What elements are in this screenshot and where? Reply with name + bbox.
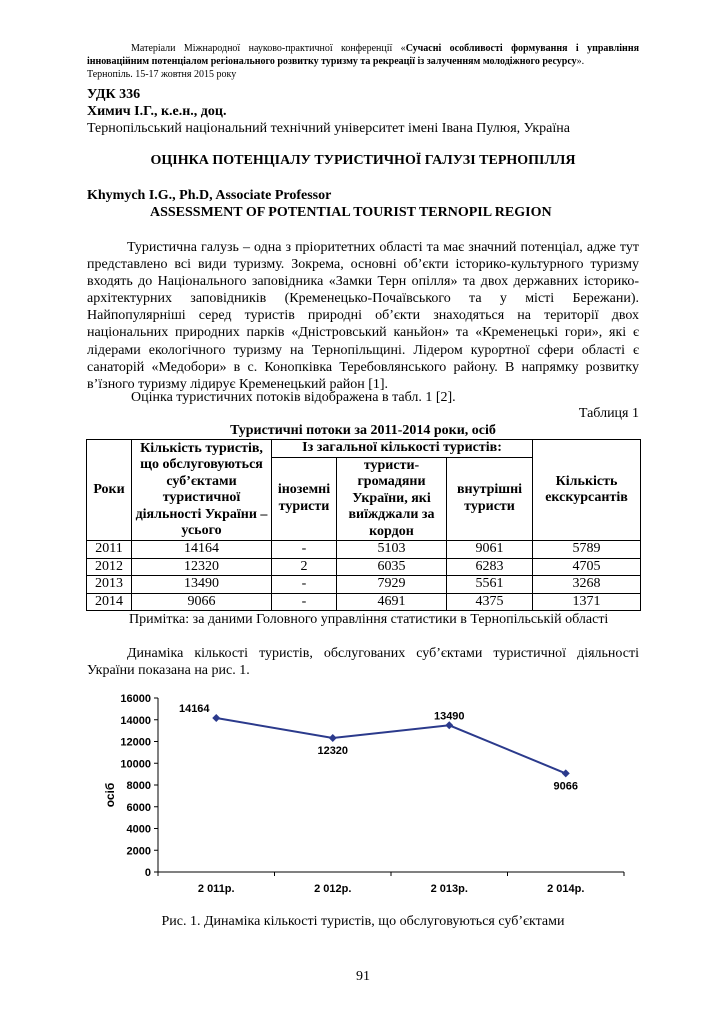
- series-line: [216, 718, 566, 773]
- table-label: Таблиця 1: [578, 406, 639, 421]
- x-tick-label: 2 014р.: [547, 883, 585, 895]
- data-point: [445, 721, 453, 729]
- cell-outbound: 7929: [337, 576, 447, 594]
- data-point: [212, 714, 220, 722]
- x-tick-label: 2 012р.: [314, 883, 352, 895]
- cell-foreign: -: [272, 593, 337, 611]
- cell-foreign: -: [272, 541, 337, 559]
- cell-year: 2013: [87, 576, 132, 594]
- header-group: Із загальної кількості туристів:: [272, 440, 533, 458]
- cell-year: 2011: [87, 541, 132, 559]
- cell-foreign: -: [272, 576, 337, 594]
- udk-code: УДК 336: [87, 87, 141, 102]
- x-tick-label: 2 011р.: [197, 883, 235, 895]
- paragraph-1: Туристична галузь – одна з пріоритетних області та має значний потенціал, адже тут представлено всі види туризму. Зокрема, основні об’єкти історико-культурного туризму входять до Національного заповідника «Замки Терн опілля» та двох державних історико-архітектурних заповідників (Кременецько-Почаївського та у місті Бережани). Найпопулярніші серед туристів природні об’єкти знаходяться на території двох національних природних парків «Дністровський каньйон» та «Кременецькі гори», які є лідерами екологічного туризму на Тернопільщині. Лідером курортної сфери області є санаторій «Медобори» в с. Конопківка Теребовлянського району. В напрямку розвитку в’їзного туризму лідирує Кременецький район [1].: [87, 240, 639, 392]
- figure-caption: Рис. 1. Динаміка кількості туристів, що обслуговуються суб’єктами: [161, 914, 565, 929]
- table-row: [87, 558, 641, 576]
- header-domestic: внутрішні туристи: [447, 457, 533, 541]
- header-place-date: Тернопіль. 15-17 жовтня 2015 року: [87, 69, 237, 80]
- cell-outbound: 4691: [337, 593, 447, 611]
- cell-outbound: 6035: [337, 558, 447, 576]
- table-row: [87, 541, 641, 559]
- y-axis-label: осіб: [103, 782, 117, 808]
- header-foreign: іноземні туристи: [272, 457, 337, 541]
- header-prefix: Матеріали Міжнародної науково-практичної конференції «: [131, 43, 406, 54]
- cell-year: 2012: [87, 558, 132, 576]
- y-tick-label: 4000: [126, 823, 151, 836]
- data-label: 13490: [433, 710, 465, 723]
- table-row: [87, 593, 641, 611]
- header-conference-title: Сучасні особливості формування і управління інноваційним потенціалом регіонального розвитку туризму та рекреації із залученням молодіжного ресурсу: [87, 43, 639, 67]
- table-title: Туристичні потоки за 2011-2014 роки, осіб: [230, 423, 496, 438]
- header-year: Роки: [87, 440, 132, 541]
- chart-svg: [96, 688, 636, 898]
- cell-total: 13490: [132, 576, 272, 594]
- paragraph-2: Оцінка туристичних потоків відображена в табл. 1 [2].: [131, 390, 456, 405]
- header-total: Кількість туристів, що обслуговуються суб’єктами туристичної діяльності України – усього: [132, 440, 272, 541]
- y-tick-label: 8000: [126, 780, 151, 792]
- header-excursionists: Кількість екскурсантів: [533, 440, 641, 541]
- affiliation: Тернопільський національний технічний університет імені Івана Пулюя, Україна: [87, 121, 570, 136]
- cell-excursionists: 4705: [533, 558, 641, 576]
- y-tick-label: 10000: [120, 758, 151, 771]
- cell-total: 12320: [132, 558, 272, 576]
- cell-total: 14164: [132, 541, 272, 559]
- page-number: 91: [356, 969, 370, 984]
- conference-header: [87, 42, 639, 81]
- data-label: 12320: [317, 745, 349, 758]
- cell-foreign: 2: [272, 558, 337, 576]
- tourist-flow-table: [86, 439, 641, 611]
- y-tick-label: 2000: [126, 845, 151, 858]
- cell-domestic: 6283: [447, 558, 533, 576]
- cell-outbound: 5103: [337, 541, 447, 559]
- data-label: 9066: [553, 780, 578, 793]
- cell-year: 2014: [87, 593, 132, 611]
- cell-domestic: 4375: [447, 593, 533, 611]
- y-tick-label: 14000: [120, 714, 151, 727]
- cell-domestic: 5561: [447, 576, 533, 594]
- data-point: [562, 769, 570, 777]
- y-tick-label: 0: [144, 867, 151, 879]
- header-suffix: ».: [576, 56, 585, 67]
- author-en: Khymych I.G., Ph.D, Associate Professor: [87, 188, 332, 203]
- table-row: [87, 576, 641, 594]
- cell-total: 9066: [132, 593, 272, 611]
- paragraph-3: Динаміка кількості туристів, обслугованих суб’єктами туристичної діяльності України показана на рис. 1.: [87, 646, 639, 679]
- y-tick-label: 6000: [126, 801, 151, 814]
- title-en: ASSESSMENT OF POTENTIAL TOURIST TERNOPIL REGION: [150, 205, 552, 220]
- x-tick-label: 2 013р.: [430, 883, 468, 895]
- y-tick-label: 12000: [120, 736, 151, 749]
- title-ua: ОЦІНКА ПОТЕНЦІАЛУ ТУРИСТИЧНОЇ ГАЛУЗІ ТЕРНОПІЛЛЯ: [150, 153, 576, 168]
- cell-excursionists: 5789: [533, 541, 641, 559]
- header-outbound: туристи-громадяни України, які виїжджали за кордон: [337, 457, 447, 541]
- cell-excursionists: 3268: [533, 576, 641, 594]
- y-tick-label: 16000: [120, 693, 151, 705]
- cell-excursionists: 1371: [533, 593, 641, 611]
- tourist-dynamics-chart: [96, 688, 636, 898]
- data-point: [329, 734, 337, 742]
- table-note: Примітка: за даними Головного управління статистики в Тернопільській області: [129, 612, 609, 627]
- author-ua: Химич І.Г., к.е.н., доц.: [87, 104, 227, 119]
- data-label: 14164: [178, 702, 210, 715]
- cell-domestic: 9061: [447, 541, 533, 559]
